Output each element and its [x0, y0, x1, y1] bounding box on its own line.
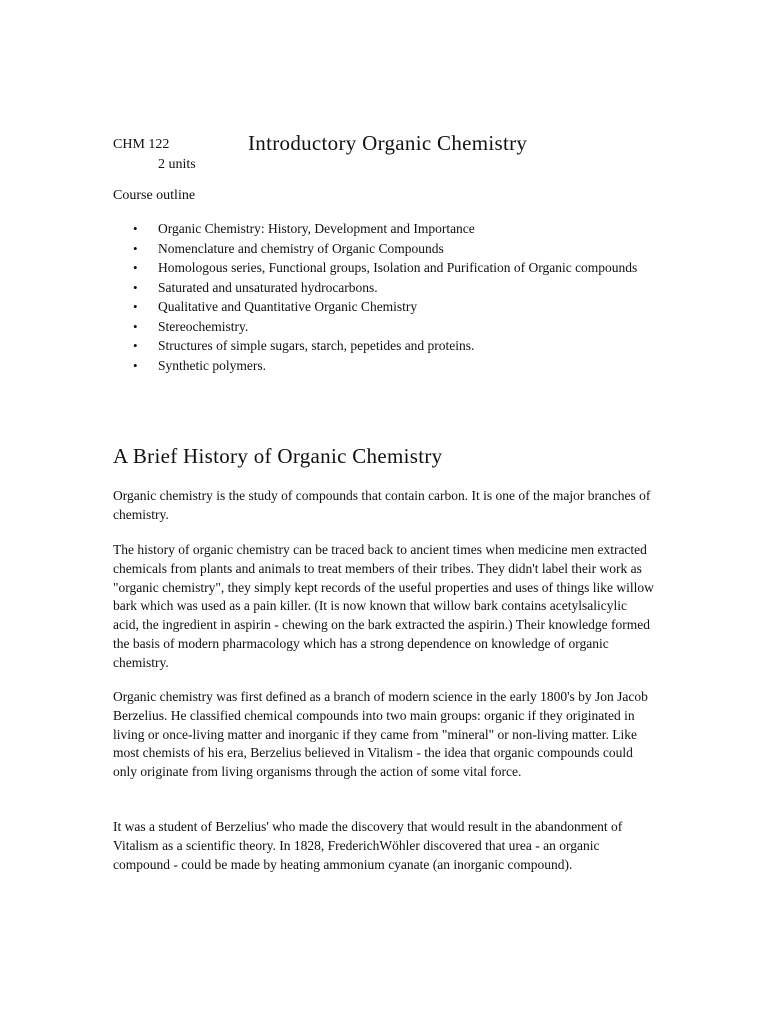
outline-item-text: Homologous series, Functional groups, Isolation and Purification of Organic compounds — [158, 260, 638, 275]
bullet-icon: • — [133, 221, 138, 236]
bullet-icon: • — [133, 279, 138, 295]
bullet-icon: • — [133, 338, 138, 353]
outline-item — [113, 297, 655, 317]
outline-item — [113, 356, 655, 376]
course-code: CHM 122 — [113, 137, 170, 152]
outline-item — [113, 336, 655, 356]
outline-item-text: Organic Chemistry: History, Development and Importance — [158, 221, 475, 236]
bullet-icon: • — [133, 240, 138, 256]
outline-item — [113, 219, 655, 239]
history-paragraph: It was a student of Berzelius' who made the discovery that would result in the abandonment of Vitalism as a scientific theory. In 1828, FrederichWöhler discovered that urea - an organic compound - could be made by heating ammonium cyanate (an inorganic compound). — [113, 819, 623, 872]
outline-item-text: Synthetic polymers. — [158, 357, 266, 373]
bullet-icon: • — [133, 318, 138, 334]
outline-item-text: Qualitative and Quantitative Organic Chemistry — [158, 299, 418, 314]
bullet-icon: • — [133, 260, 138, 275]
history-paragraph: The history of organic chemistry can be traced back to ancient times when medicine men extracted chemicals from plants and animals to treat members of their tribes. They didn't label their work as "organic chemistry", they simply kept records of the useful properties and uses of things like willow bark which was used as a pain killer. (It is now known that willow bark contains acetylsalicylic acid, the ingredient in aspirin - chewing on the bark extracted the aspirin.) Their knowledge formed the basis of modern pharmacology which has a strong dependence on knowledge of organic chemistry. — [113, 542, 654, 670]
history-paragraph: Organic chemistry is the study of compounds that contain carbon. It is one of the major branches of chemistry. — [113, 488, 651, 522]
bullet-icon: • — [133, 357, 138, 373]
outline-item-text: Saturated and unsaturated hydrocarbons. — [158, 279, 378, 295]
history-paragraph: Organic chemistry was first defined as a branch of modern science in the early 1800's by Jon Jacob Berzelius. He classified chemical compounds into two main groups: organic if they originated in living or once-living matter and inorganic if they came from "mineral" or non-living matter. Like most chemists of his era, Berzelius believed in Vitalism - the idea that organic compounds could only originate from living organisms through the action of some vital force. — [113, 689, 648, 780]
outline-item — [113, 258, 655, 278]
outline-item — [113, 239, 655, 259]
bullet-icon: • — [133, 299, 138, 314]
outline-item-text: Stereochemistry. — [158, 318, 249, 334]
course-units: 2 units — [158, 157, 196, 172]
outline-item-text: Nomenclature and chemistry of Organic Compounds — [158, 240, 444, 256]
course-outline-label: Course outline — [113, 188, 196, 203]
outline-item — [113, 278, 655, 298]
outline-item — [113, 317, 655, 337]
history-heading: A Brief History of Organic Chemistry — [113, 444, 443, 468]
course-title: Introductory Organic Chemistry — [248, 131, 528, 155]
course-outline-list — [113, 219, 655, 375]
outline-item-text: Structures of simple sugars, starch, pepetides and proteins. — [158, 338, 475, 353]
